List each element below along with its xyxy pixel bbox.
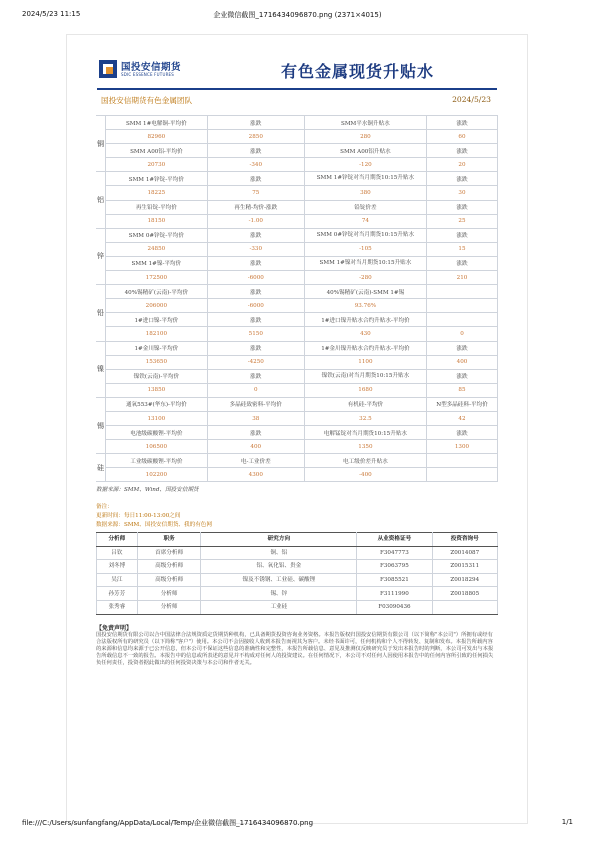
price-label-cell: 涨跌 [426, 369, 497, 383]
analyst-cell: 铝、氧化铝、贵金 [201, 560, 357, 574]
notes-title: 备注： [96, 504, 113, 510]
price-label-cell: SMM 1#镍-平均价 [106, 256, 208, 270]
analyst-cell: 首席分析师 [137, 546, 201, 560]
price-value-cell: 280 [304, 130, 426, 144]
price-value-cell: 4300 [207, 468, 304, 482]
price-value-cell: 13850 [106, 383, 208, 397]
price-row [96, 369, 498, 383]
price-label-cell: 通氧553#(华东)-平均价 [106, 397, 208, 411]
analyst-row [97, 587, 498, 601]
metal-category: 铜 [96, 116, 106, 172]
price-row [96, 397, 498, 411]
price-row [96, 426, 498, 440]
analyst-cell: 高级分析师 [137, 560, 201, 574]
price-table [96, 115, 498, 482]
price-row [96, 454, 498, 468]
price-row [96, 355, 498, 369]
price-label-cell: SMM 1#镍对当月期货10:15升贴水 [304, 256, 426, 270]
print-file-path: file:///C:/Users/sunfangfang/AppData/Local/Temp/企业微信截图_1716434096870.png [22, 819, 314, 827]
price-row [96, 228, 498, 242]
price-value-cell: 18150 [106, 214, 208, 228]
metal-category: 镍 [96, 341, 106, 397]
price-label-cell: 电解锰锭对当月期货10:15升贴水 [304, 426, 426, 440]
price-value-cell: 32.5 [304, 411, 426, 425]
price-label-cell: 再生精-均价-涨跌 [207, 200, 304, 214]
price-label-cell: SMM 0#锌锭-平均价 [106, 228, 208, 242]
analyst-cell: 镍及不锈钢、工业硅、碳酸锂 [201, 573, 357, 587]
disclaimer-text: 国投安信期货有限公司以合中国法律合法规资质定货期货种机构，已具备期货投资咨询业务资格。本报告版权归国投安信期货有限公司（以下简称"本公司"）所拥有或经有合法版权所有的研究员（以下简称"客户"）使用。本公司不会因接收人收到本报告而视其为客户。未经书面许可，任何机构和个人不得转发、复制和发布。本报告所载内容的来源和信息均来源于已公开信息，但本公司不保证这些信息的准确性和完整性，本报告所载信息、意见及推测仅反映研究员于发出本报告时的判断，本公司可发出与本报告所载信息不一致的报告。本报告中的信息或所表述的意见并不构成对任何人的投资建议。在任何情况下，本公司不对任何人因使用本报告中的任何内容所引致的任何损失负任何责任，投资者据此做出的任何投资决策与本公司和作者无关。 [96, 632, 494, 666]
price-value-cell: 153650 [106, 355, 208, 369]
price-label-cell: 涨跌 [207, 285, 304, 299]
price-value-cell: 210 [426, 271, 497, 285]
price-row [96, 144, 498, 158]
analyst-cell: F3111990 [357, 587, 432, 601]
price-row [96, 383, 498, 397]
price-label-cell: 电-工业价差 [207, 454, 304, 468]
price-label-cell: 电工级价差升贴水 [304, 454, 426, 468]
price-value-cell: 380 [304, 186, 426, 200]
price-label-cell: 涨跌 [207, 313, 304, 327]
price-label-cell [426, 454, 497, 468]
analyst-cell: 高级分析师 [137, 573, 201, 587]
price-label-cell: 涨跌 [426, 426, 497, 440]
price-row [96, 327, 498, 341]
price-row [96, 313, 498, 327]
analyst-row [97, 560, 498, 574]
analyst-cell: 分析师 [137, 600, 201, 614]
price-value-cell: 1300 [426, 440, 497, 454]
company-logo [99, 57, 209, 83]
price-label-cell: 涨跌 [426, 172, 497, 186]
analyst-cell: 吕钦 [97, 546, 138, 560]
price-value-cell: 2850 [207, 130, 304, 144]
metal-category: 铅 [96, 285, 106, 341]
price-value-cell: 400 [426, 355, 497, 369]
price-value-cell: -6000 [207, 299, 304, 313]
metal-category: 硅 [96, 454, 106, 482]
price-value-cell [426, 468, 497, 482]
analyst-cell: 吴江 [97, 573, 138, 587]
analyst-header-row [97, 533, 498, 547]
price-value-cell: 20730 [106, 158, 208, 172]
price-label-cell: 涨跌 [207, 116, 304, 130]
analyst-cell: Z0018805 [432, 587, 497, 601]
analyst-cell: Z0015311 [432, 560, 497, 574]
analyst-cell: 工业硅 [201, 600, 357, 614]
price-row [96, 242, 498, 256]
price-value-cell: 5150 [207, 327, 304, 341]
data-source-note: 数据来源：SMM、Wind、国投安信期货 [96, 487, 199, 493]
metal-category: 铝 [96, 172, 106, 228]
price-value-cell: 0 [207, 383, 304, 397]
price-value-cell: -120 [304, 158, 426, 172]
report-date: 2024/5/23 [452, 95, 491, 104]
price-row [96, 130, 498, 144]
logo-mark-icon [99, 60, 117, 78]
price-value-cell: 82960 [106, 130, 208, 144]
analyst-cell: F3063795 [357, 560, 432, 574]
price-label-cell: 涨跌 [207, 426, 304, 440]
price-row [96, 116, 498, 130]
analyst-row [97, 573, 498, 587]
price-row [96, 411, 498, 425]
price-label-cell: SMM 0#锌锭对当月期货10:15升贴水 [304, 228, 426, 242]
analyst-cell: 张秀睿 [97, 600, 138, 614]
price-label-cell: SMM平水铜升贴水 [304, 116, 426, 130]
price-label-cell: 1#进口镍-平均价 [106, 313, 208, 327]
analyst-header-cell: 从业资格证号 [357, 533, 432, 547]
price-label-cell: 有机硅-平均价 [304, 397, 426, 411]
browser-print-header [22, 10, 573, 22]
price-value-cell: -400 [304, 468, 426, 482]
price-label-cell: 涨跌 [207, 144, 304, 158]
analyst-cell: 铜、铝 [201, 546, 357, 560]
price-label-cell: SMM 1#电解铜-平均价 [106, 116, 208, 130]
price-value-cell: 15 [426, 242, 497, 256]
price-value-cell: 430 [304, 327, 426, 341]
price-row [96, 256, 498, 270]
analyst-row [97, 546, 498, 560]
price-value-cell [426, 299, 497, 313]
price-label-cell: 涨跌 [207, 341, 304, 355]
price-label-cell: 涨跌 [207, 256, 304, 270]
logo-en-text: SDIC ESSENCE FUTURES [121, 72, 175, 77]
price-value-cell: 85 [426, 383, 497, 397]
price-row [96, 271, 498, 285]
price-label-cell: 40%锡精矿(云南)-SMM 1#锡 [304, 285, 426, 299]
price-value-cell: 74 [304, 214, 426, 228]
price-value-cell: 93.76% [304, 299, 426, 313]
analyst-row [97, 600, 498, 614]
analyst-header-cell: 研究方向 [201, 533, 357, 547]
analyst-cell: 孙芳芳 [97, 587, 138, 601]
price-label-cell: 工业级碳酸锂-平均价 [106, 454, 208, 468]
price-value-cell: 30 [426, 186, 497, 200]
price-value-cell: 60 [426, 130, 497, 144]
price-value-cell: -6000 [207, 271, 304, 285]
price-label-cell: SMM 1#锌锭对当月期货10:15升贴水 [304, 172, 426, 186]
price-label-cell: 涨跌 [426, 341, 497, 355]
price-value-cell: 206000 [106, 299, 208, 313]
price-value-cell: -280 [304, 271, 426, 285]
price-label-cell [426, 285, 497, 299]
price-value-cell: 1100 [304, 355, 426, 369]
price-row [96, 440, 498, 454]
price-row [96, 341, 498, 355]
price-value-cell: 25 [426, 214, 497, 228]
print-tab-title: 企业微信截图_1716434096870.png (2371×4015) [213, 11, 382, 19]
price-label-cell: 铅锭价差 [304, 200, 426, 214]
price-row [96, 158, 498, 172]
analyst-cell: Z0014087 [432, 546, 497, 560]
analyst-cell: Z0018294 [432, 573, 497, 587]
price-value-cell: 400 [207, 440, 304, 454]
print-datetime: 2024/5/23 11:15 [22, 10, 81, 18]
price-label-cell: 再生铅锭-平均价 [106, 200, 208, 214]
title-divider [97, 88, 497, 90]
price-value-cell: -1.00 [207, 214, 304, 228]
print-page-count: 1/1 [561, 818, 573, 826]
price-value-cell: 172500 [106, 271, 208, 285]
metal-category: 锡 [96, 397, 106, 453]
logo-cn-text: 国投安信期货 [121, 62, 182, 73]
price-value-cell: 13100 [106, 411, 208, 425]
price-label-cell: 涨跌 [426, 228, 497, 242]
price-value-cell: 1350 [304, 440, 426, 454]
analyst-cell: 分析师 [137, 587, 201, 601]
price-label-cell: 镍铁(云南)-平均价 [106, 369, 208, 383]
price-label-cell: SMM 1#锌锭-平均价 [106, 172, 208, 186]
analyst-cell: 刘冬博 [97, 560, 138, 574]
price-label-cell: SMM A00铝-平均价 [106, 144, 208, 158]
price-label-cell: 镍铁(云南)对当月期货10:15升贴水 [304, 369, 426, 383]
price-row [96, 285, 498, 299]
metal-category: 锌 [96, 228, 106, 284]
price-row [96, 299, 498, 313]
price-value-cell: 20 [426, 158, 497, 172]
price-label-cell: 40%锡精矿(云南)-平均价 [106, 285, 208, 299]
price-row [96, 186, 498, 200]
price-value-cell: 24850 [106, 242, 208, 256]
price-row [96, 172, 498, 186]
price-value-cell: 75 [207, 186, 304, 200]
price-row [96, 214, 498, 228]
notes-source: 数据来源：SMM、国投安信期货、我的有色网 [96, 522, 212, 528]
price-value-cell: 0 [426, 327, 497, 341]
disclaimer-title: 【免责声明】 [96, 625, 133, 632]
price-label-cell: 电池级碳酸锂-平均价 [106, 426, 208, 440]
price-value-cell: 42 [426, 411, 497, 425]
analyst-cell [432, 600, 497, 614]
price-label-cell: 1#金川镍升贴水合约升贴水-平均价 [304, 341, 426, 355]
price-value-cell: 106500 [106, 440, 208, 454]
price-value-cell: 182100 [106, 327, 208, 341]
price-label-cell: 涨跌 [207, 369, 304, 383]
report-title: 有色金属现货升贴水 [281, 62, 435, 81]
analyst-cell: F3085521 [357, 573, 432, 587]
price-label-cell: 涨跌 [207, 172, 304, 186]
price-row [96, 468, 498, 482]
price-label-cell [426, 313, 497, 327]
price-value-cell: -330 [207, 242, 304, 256]
analyst-header-cell: 分析师 [97, 533, 138, 547]
price-value-cell: 102200 [106, 468, 208, 482]
price-value-cell: 38 [207, 411, 304, 425]
analyst-header-cell: 职务 [137, 533, 201, 547]
price-label-cell: 涨跌 [207, 228, 304, 242]
analyst-table [96, 532, 498, 615]
analyst-cell: F03090436 [357, 600, 432, 614]
price-label-cell: N型多晶硅料-平均价 [426, 397, 497, 411]
price-label-cell: 涨跌 [426, 116, 497, 130]
price-value-cell: -340 [207, 158, 304, 172]
price-label-cell: 涨跌 [426, 144, 497, 158]
price-value-cell: -4250 [207, 355, 304, 369]
browser-print-footer [22, 818, 573, 830]
price-label-cell: 涨跌 [426, 200, 497, 214]
analyst-header-cell: 投资咨询号 [432, 533, 497, 547]
price-value-cell: 18225 [106, 186, 208, 200]
price-row [96, 200, 498, 214]
price-label-cell: 1#金川镍-平均价 [106, 341, 208, 355]
price-label-cell: SMM A00铝升贴水 [304, 144, 426, 158]
price-label-cell: 1#进口镍升贴水合约升贴水-平均价 [304, 313, 426, 327]
price-value-cell: -105 [304, 242, 426, 256]
price-label-cell: 涨跌 [426, 256, 497, 270]
analyst-cell: 锡、锌 [201, 587, 357, 601]
price-label-cell: 多晶硅致密料-平均价 [207, 397, 304, 411]
notes-update-time: 更新时间：每日11:00-13:00之间 [96, 513, 181, 519]
team-name: 国投安信期货有色金属团队 [101, 96, 193, 105]
analyst-cell: F3047773 [357, 546, 432, 560]
price-value-cell: 1680 [304, 383, 426, 397]
